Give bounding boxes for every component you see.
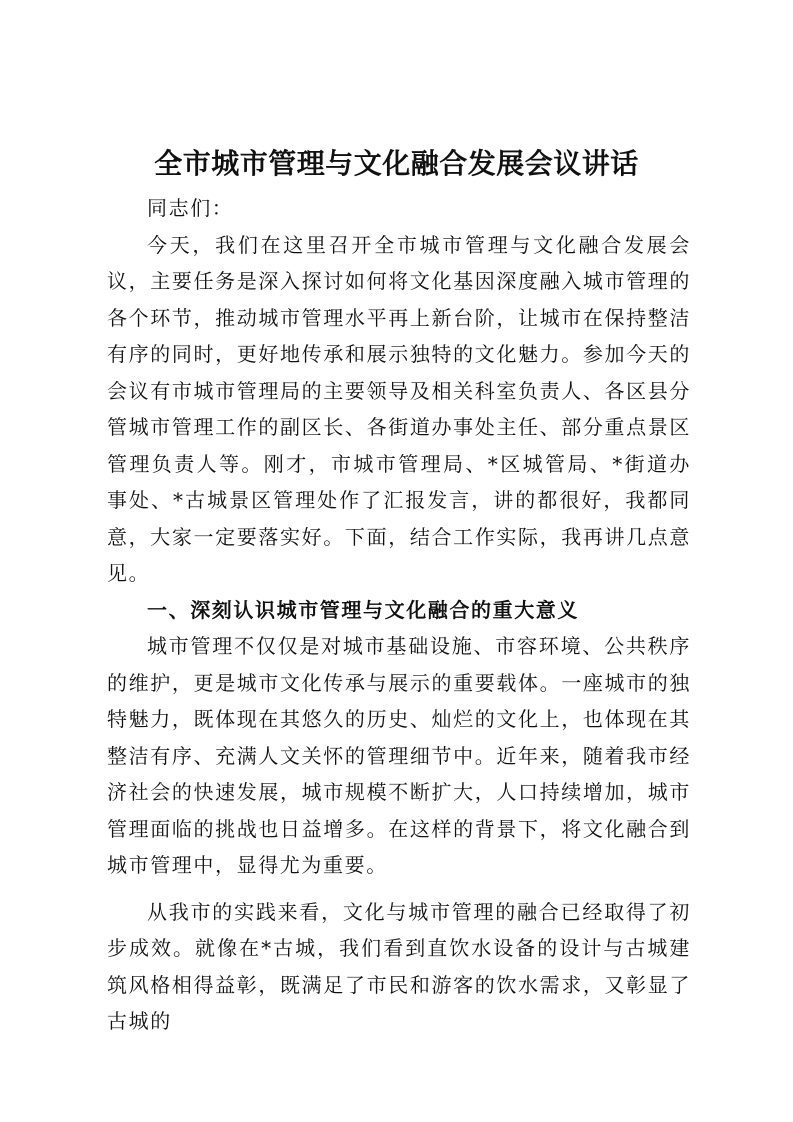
- section-heading: 一、深刻认识城市管理与文化融合的重大意义: [147, 597, 579, 622]
- body-paragraph: 从我市的实践来看，文化与城市管理的融合已经取得了初步成效。就像在*古城，我们看到直饮水设备的设计与古城建筑风格相得益彰，既满足了市民和游客的饮水需求，又彰显了古城的: [107, 899, 691, 1033]
- document-body: [107, 190, 691, 1040]
- body-paragraph: 城市管理不仅仅是对城市基础设施、市容环境、公共秩序的维护，更是城市文化传承与展示的重要载体。一座城市的独特魅力，既体现在其悠久的历史、灿烂的文化上，也体现在其整洁有序、充满人文关怀的管理细节中。近年来，随着我市经济社会的快速发展，城市规模不断扩大，人口持续增加，城市管理面临的挑战也日益增多。在这样的背景下，将文化融合到城市管理中，显得尤为重要。: [107, 634, 691, 877]
- salutation: 同志们：: [147, 196, 234, 220]
- document-title: 全市城市管理与文化融合发展会议讲话: [154, 147, 639, 180]
- opening-paragraph: 今天，我们在这里召开全市城市管理与文化融合发展会议，主要任务是深入探讨如何将文化基因深度融入城市管理的各个环节，推动城市管理水平再上新台阶，让城市在保持整洁有序的同时，更好地传承和展示独特的文化魅力。参加今天的会议有市城市管理局的主要领导及相关科室负责人、各区县分管城市管理工作的副区长、各街道办事处主任、部分重点景区管理负责人等。刚才，市城市管理局、*区城管局、*街道办事处、*古城景区管理处作了汇报发言，讲的都很好，我都同意，大家一定要落实好。下面，结合工作实际，我再讲几点意见。: [107, 232, 691, 585]
